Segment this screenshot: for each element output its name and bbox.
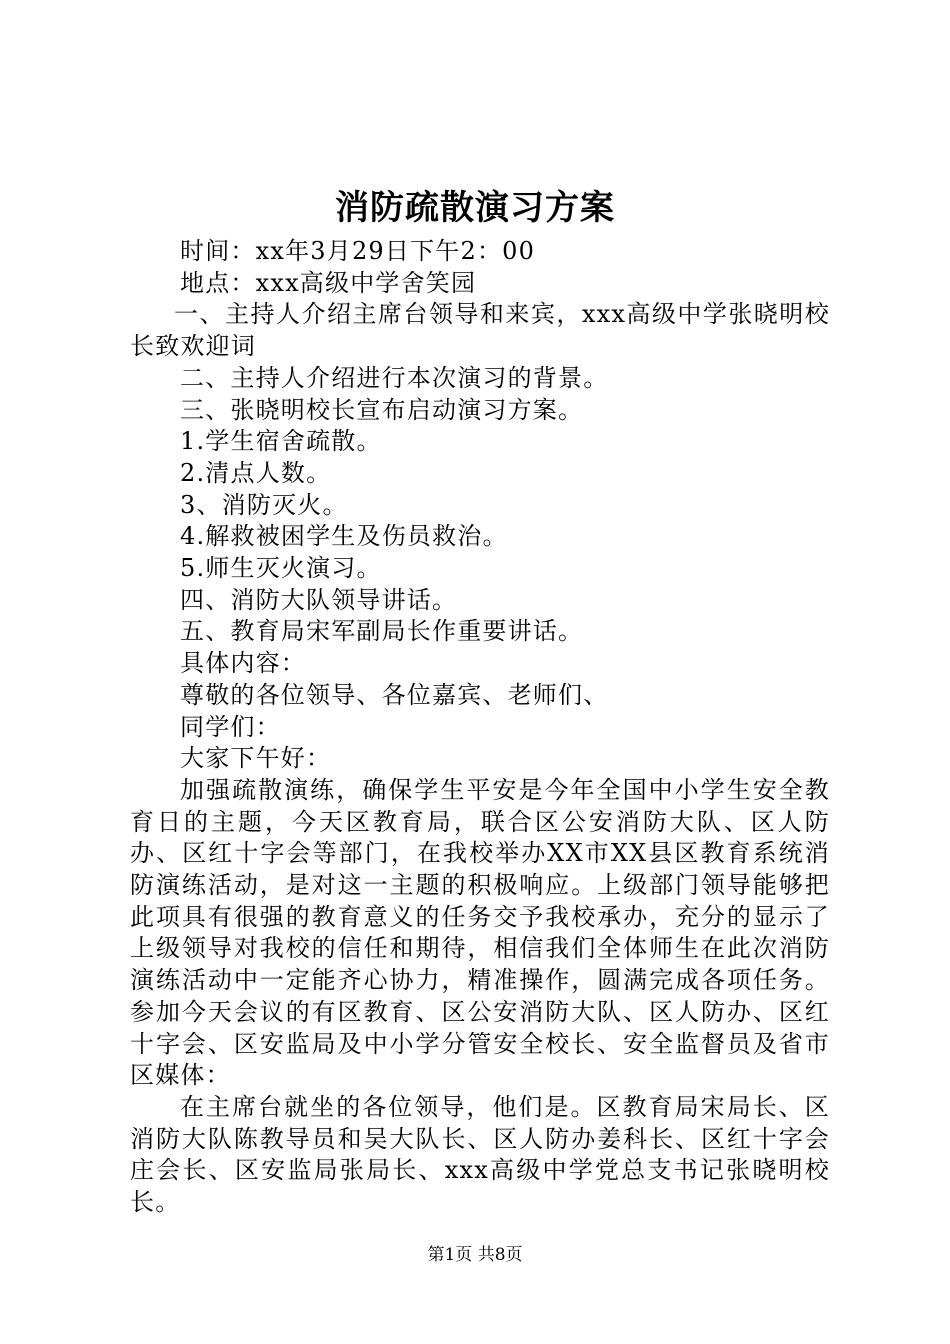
paragraph-time: 时间：xx年3月29日下午2：00 <box>180 237 536 265</box>
paragraph-agenda-2: 二、主持人介绍进行本次演习的背景。 <box>180 363 609 392</box>
page-footer: 第1页 共8页 <box>427 1245 523 1265</box>
paragraph-location: 地点：xxx高级中学舍笑园 <box>180 268 477 297</box>
paragraph-agenda-4: 四、消防大队领导讲话。 <box>180 585 458 614</box>
paragraph-salutation-2: 同学们： <box>180 712 281 741</box>
paragraph-greeting: 大家下午好： <box>180 744 332 773</box>
paragraph-agenda-1: 一、主持人介绍主席台领导和来宾，xxx高级中学张晓明校长致欢迎词 <box>130 300 830 361</box>
page-title: 消防疏散演习方案 <box>335 188 615 228</box>
paragraph-leaders: 在主席台就坐的各位领导，他们是。区教育局宋局长、区消防大队陈教导员和吴大队长、区人防办姜科长、区红十字会庄会长、区安监局张局长、xxx高级中学党总支书记张晓明校长。 <box>130 1092 830 1217</box>
paragraph-step-3: 3、消防灭火。 <box>180 490 348 519</box>
paragraph-details-heading: 具体内容： <box>180 649 306 678</box>
document-body <box>130 236 830 1219</box>
paragraph-step-5: 5.师生灭火演习。 <box>180 554 382 583</box>
paragraph-agenda-5: 五、教育局宋军副局长作重要讲话。 <box>180 617 584 646</box>
paragraph-step-1: 1.学生宿舍疏散。 <box>180 427 382 456</box>
paragraph-speech-body: 加强疏散演练，确保学生平安是今年全国中小学生安全教育日的主题，今天区教育局，联合区公安消防大队、区人防办、区红十字会等部门，在我校举办XX市XX县区教育系统消防演练活动，是对这一主题的积极响应。上级部门领导能够把此项具有很强的教育意义的任务交予我校承办，充分的显示了上级领导对我校的信任和期待，相信我们全体师生在此次消防演练活动中一定能齐心协力，精准操作，圆满完成各项任务。参加今天会议的有区教育、区公安消防大队、区人防办、区红十字会、区安监局及中小学分管安全校长、安全监督员及省市区媒体： <box>130 775 830 1090</box>
paragraph-step-2: 2.清点人数。 <box>180 458 332 487</box>
paragraph-agenda-3: 三、张晓明校长宣布启动演习方案。 <box>180 395 584 424</box>
paragraph-step-4: 4.解救被困学生及伤员救治。 <box>180 522 508 551</box>
paragraph-salutation-1: 尊敬的各位领导、各位嘉宾、老师们、 <box>180 680 609 709</box>
